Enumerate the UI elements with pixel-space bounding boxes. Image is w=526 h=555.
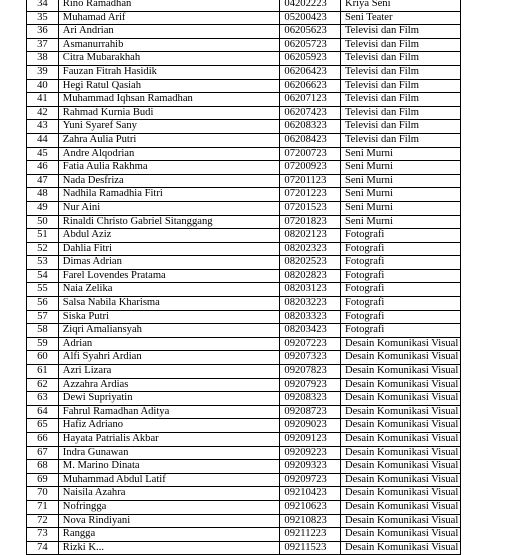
- student-id: 07200723: [280, 147, 341, 161]
- row-number: 63: [27, 392, 59, 406]
- study-program: Fotografi: [340, 297, 460, 311]
- table-row: [27, 174, 461, 188]
- student-id: 06208323: [280, 120, 341, 134]
- student-name: Nova Rindiyani: [58, 514, 280, 528]
- student-id: 08202323: [280, 242, 341, 256]
- student-id: 06207423: [280, 106, 341, 120]
- table-row: [27, 242, 461, 256]
- study-program: Desain Komunikasi Visual: [340, 528, 460, 542]
- table-row: [27, 269, 461, 283]
- table-row: [27, 256, 461, 270]
- row-number: 71: [27, 500, 59, 514]
- table-row: [27, 65, 461, 79]
- study-program: Desain Komunikasi Visual: [340, 460, 460, 474]
- student-id: 09207923: [280, 378, 341, 392]
- study-program: Desain Komunikasi Visual: [340, 487, 460, 501]
- student-id: 09210623: [280, 500, 341, 514]
- study-program: Seni Teater: [340, 11, 460, 25]
- student-name: Dimas Adrian: [58, 256, 280, 270]
- table-row: [27, 201, 461, 215]
- student-id: 09209223: [280, 446, 341, 460]
- student-id: 09209123: [280, 433, 341, 447]
- student-id: 07201823: [280, 215, 341, 229]
- student-name: Ari Andrian: [58, 25, 280, 39]
- row-number: 35: [27, 11, 59, 25]
- row-number: 49: [27, 201, 59, 215]
- student-name: Andre Alqodrian: [58, 147, 280, 161]
- row-number: 40: [27, 79, 59, 93]
- student-id: 08203123: [280, 283, 341, 297]
- student-name: Adrian: [58, 337, 280, 351]
- student-name: M. Marino Dinata: [58, 460, 280, 474]
- student-name: Rizki K...: [58, 541, 280, 555]
- student-id: 06205723: [280, 38, 341, 52]
- table-row: [27, 11, 461, 25]
- table-row: [27, 541, 461, 555]
- table-row: [27, 446, 461, 460]
- student-id: 06206623: [280, 79, 341, 93]
- study-program: Desain Komunikasi Visual: [340, 378, 460, 392]
- student-name: Nur Aini: [58, 201, 280, 215]
- row-number: 41: [27, 93, 59, 107]
- student-id: 09207223: [280, 337, 341, 351]
- row-number: 56: [27, 297, 59, 311]
- row-number: 51: [27, 229, 59, 243]
- student-name: Azzahra Ardias: [58, 378, 280, 392]
- student-id: 08203423: [280, 324, 341, 338]
- row-number: 46: [27, 161, 59, 175]
- study-program: Televisi dan Film: [340, 38, 460, 52]
- student-id: 06205623: [280, 25, 341, 39]
- student-id: 08202523: [280, 256, 341, 270]
- table-row: [27, 147, 461, 161]
- table-row: [27, 93, 461, 107]
- student-id: 09210423: [280, 487, 341, 501]
- table-row: [27, 419, 461, 433]
- study-program: Seni Murni: [340, 215, 460, 229]
- student-name: Fahrul Ramadhan Aditya: [58, 405, 280, 419]
- student-id: 06207123: [280, 93, 341, 107]
- student-name: Hegi Ratul Qasiah: [58, 79, 280, 93]
- study-program: Kriya Seni: [340, 0, 460, 11]
- student-id: 04202223: [280, 0, 341, 11]
- row-number: 38: [27, 52, 59, 66]
- student-name: Zahra Aulia Putri: [58, 133, 280, 147]
- student-name: Siska Putri: [58, 310, 280, 324]
- student-id: 07201223: [280, 188, 341, 202]
- study-program: Desain Komunikasi Visual: [340, 446, 460, 460]
- table-row: [27, 487, 461, 501]
- student-id: 09209723: [280, 473, 341, 487]
- table-row: [27, 283, 461, 297]
- study-program: Fotografi: [340, 269, 460, 283]
- study-program: Fotografi: [340, 283, 460, 297]
- row-number: 42: [27, 106, 59, 120]
- study-program: Televisi dan Film: [340, 133, 460, 147]
- student-name: Muhamad Arif: [58, 11, 280, 25]
- student-name: Fauzan Fitrah Hasidik: [58, 65, 280, 79]
- student-name: Abdul Aziz: [58, 229, 280, 243]
- study-program: Televisi dan Film: [340, 120, 460, 134]
- student-id: 09208723: [280, 405, 341, 419]
- study-program: Desain Komunikasi Visual: [340, 419, 460, 433]
- table-row: [27, 351, 461, 365]
- row-number: 37: [27, 38, 59, 52]
- table-row: [27, 405, 461, 419]
- row-number: 59: [27, 337, 59, 351]
- study-program: Fotografi: [340, 242, 460, 256]
- study-program: Fotografi: [340, 256, 460, 270]
- table-row: [27, 229, 461, 243]
- student-id: 08203323: [280, 310, 341, 324]
- student-id: 09211523: [280, 541, 341, 555]
- student-name: Nadhila Ramadhia Fitri: [58, 188, 280, 202]
- table-row: [27, 106, 461, 120]
- table-row: [27, 310, 461, 324]
- study-program: Seni Murni: [340, 201, 460, 215]
- table-row: [27, 120, 461, 134]
- row-number: 68: [27, 460, 59, 474]
- student-name: Nofringga: [58, 500, 280, 514]
- table-row: [27, 297, 461, 311]
- student-id: 06206423: [280, 65, 341, 79]
- study-program: Desain Komunikasi Visual: [340, 500, 460, 514]
- row-number: 48: [27, 188, 59, 202]
- student-name: Muhammad Abdul Latif: [58, 473, 280, 487]
- row-number: 36: [27, 25, 59, 39]
- table-row: [27, 188, 461, 202]
- student-name: Farel Lovendes Pratama: [58, 269, 280, 283]
- student-id: 09209023: [280, 419, 341, 433]
- student-name: Citra Mubarakhah: [58, 52, 280, 66]
- student-name: Salsa Nabila Kharisma: [58, 297, 280, 311]
- student-name: Azri Lizara: [58, 365, 280, 379]
- table-row: [27, 500, 461, 514]
- study-program: Desain Komunikasi Visual: [340, 514, 460, 528]
- row-number: 52: [27, 242, 59, 256]
- study-program: Desain Komunikasi Visual: [340, 351, 460, 365]
- table-row: [27, 79, 461, 93]
- row-number: 64: [27, 405, 59, 419]
- study-program: Televisi dan Film: [340, 25, 460, 39]
- table-row: [27, 337, 461, 351]
- student-id: 08203223: [280, 297, 341, 311]
- student-id: 05200423: [280, 11, 341, 25]
- table-row: [27, 473, 461, 487]
- study-program: Seni Murni: [340, 147, 460, 161]
- table-row: [27, 0, 461, 11]
- student-name: Fatia Aulia Rakhma: [58, 161, 280, 175]
- study-program: Televisi dan Film: [340, 52, 460, 66]
- row-number: 74: [27, 541, 59, 555]
- student-name: Dahlia Fitri: [58, 242, 280, 256]
- student-name: Dewi Supriyatin: [58, 392, 280, 406]
- study-program: Desain Komunikasi Visual: [340, 365, 460, 379]
- row-number: 65: [27, 419, 59, 433]
- student-id: 09211223: [280, 528, 341, 542]
- row-number: 66: [27, 433, 59, 447]
- row-number: 47: [27, 174, 59, 188]
- table-row: [27, 365, 461, 379]
- table-row: [27, 514, 461, 528]
- table-row: [27, 324, 461, 338]
- study-program: Desain Komunikasi Visual: [340, 433, 460, 447]
- row-number: 45: [27, 147, 59, 161]
- study-program: Desain Komunikasi Visual: [340, 392, 460, 406]
- row-number: 73: [27, 528, 59, 542]
- row-number: 69: [27, 473, 59, 487]
- row-number: 53: [27, 256, 59, 270]
- row-number: 70: [27, 487, 59, 501]
- student-id: 07200923: [280, 161, 341, 175]
- study-program: Televisi dan Film: [340, 79, 460, 93]
- study-program: Desain Komunikasi Visual: [340, 473, 460, 487]
- study-program: Desain Komunikasi Visual: [340, 337, 460, 351]
- row-number: 55: [27, 283, 59, 297]
- student-id: 07201523: [280, 201, 341, 215]
- table-row: [27, 528, 461, 542]
- study-program: Televisi dan Film: [340, 106, 460, 120]
- row-number: 43: [27, 120, 59, 134]
- student-id: 08202123: [280, 229, 341, 243]
- study-program: Desain Komunikasi Visual: [340, 541, 460, 555]
- table-row: [27, 215, 461, 229]
- student-id: 07201123: [280, 174, 341, 188]
- study-program: Seni Murni: [340, 161, 460, 175]
- student-name: Rinaldi Christo Gabriel Sitanggang: [58, 215, 280, 229]
- student-roster-table: [26, 0, 461, 555]
- student-name: Indra Gunawan: [58, 446, 280, 460]
- student-name: Rahmad Kurnia Budi: [58, 106, 280, 120]
- student-id: 09210823: [280, 514, 341, 528]
- row-number: 67: [27, 446, 59, 460]
- row-number: 60: [27, 351, 59, 365]
- student-name: Asmanurrahib: [58, 38, 280, 52]
- student-name: Ziqri Amaliansyah: [58, 324, 280, 338]
- table-row: [27, 433, 461, 447]
- study-program: Seni Murni: [340, 188, 460, 202]
- student-name: Hayata Patrialis Akbar: [58, 433, 280, 447]
- roster-body: [27, 0, 461, 555]
- row-number: 54: [27, 269, 59, 283]
- table-row: [27, 25, 461, 39]
- row-number: 61: [27, 365, 59, 379]
- row-number: 58: [27, 324, 59, 338]
- student-id: 08202823: [280, 269, 341, 283]
- study-program: Fotografi: [340, 324, 460, 338]
- student-name: Hafiz Adriano: [58, 419, 280, 433]
- table-row: [27, 460, 461, 474]
- row-number: 34: [27, 0, 59, 11]
- row-number: 44: [27, 133, 59, 147]
- row-number: 72: [27, 514, 59, 528]
- row-number: 57: [27, 310, 59, 324]
- student-name: Yuni Syaref Sany: [58, 120, 280, 134]
- study-program: Fotografi: [340, 310, 460, 324]
- study-program: Televisi dan Film: [340, 65, 460, 79]
- study-program: Televisi dan Film: [340, 93, 460, 107]
- table-row: [27, 161, 461, 175]
- study-program: Desain Komunikasi Visual: [340, 405, 460, 419]
- study-program: Fotografi: [340, 229, 460, 243]
- study-program: Seni Murni: [340, 174, 460, 188]
- student-name: Nada Desfriza: [58, 174, 280, 188]
- row-number: 39: [27, 65, 59, 79]
- table-row: [27, 133, 461, 147]
- row-number: 50: [27, 215, 59, 229]
- student-name: Muhammad Iqhsan Ramadhan: [58, 93, 280, 107]
- student-id: 09209323: [280, 460, 341, 474]
- student-id: 06205923: [280, 52, 341, 66]
- table-row: [27, 392, 461, 406]
- student-name: Rangga: [58, 528, 280, 542]
- table-row: [27, 378, 461, 392]
- student-id: 09208323: [280, 392, 341, 406]
- student-name: Naia Zelika: [58, 283, 280, 297]
- student-name: Naisila Azahra: [58, 487, 280, 501]
- student-name: Alfi Syahri Ardian: [58, 351, 280, 365]
- table-row: [27, 38, 461, 52]
- student-id: 06208423: [280, 133, 341, 147]
- table-row: [27, 52, 461, 66]
- row-number: 62: [27, 378, 59, 392]
- student-id: 09207323: [280, 351, 341, 365]
- student-name: Rino Ramadhan: [58, 0, 280, 11]
- student-id: 09207823: [280, 365, 341, 379]
